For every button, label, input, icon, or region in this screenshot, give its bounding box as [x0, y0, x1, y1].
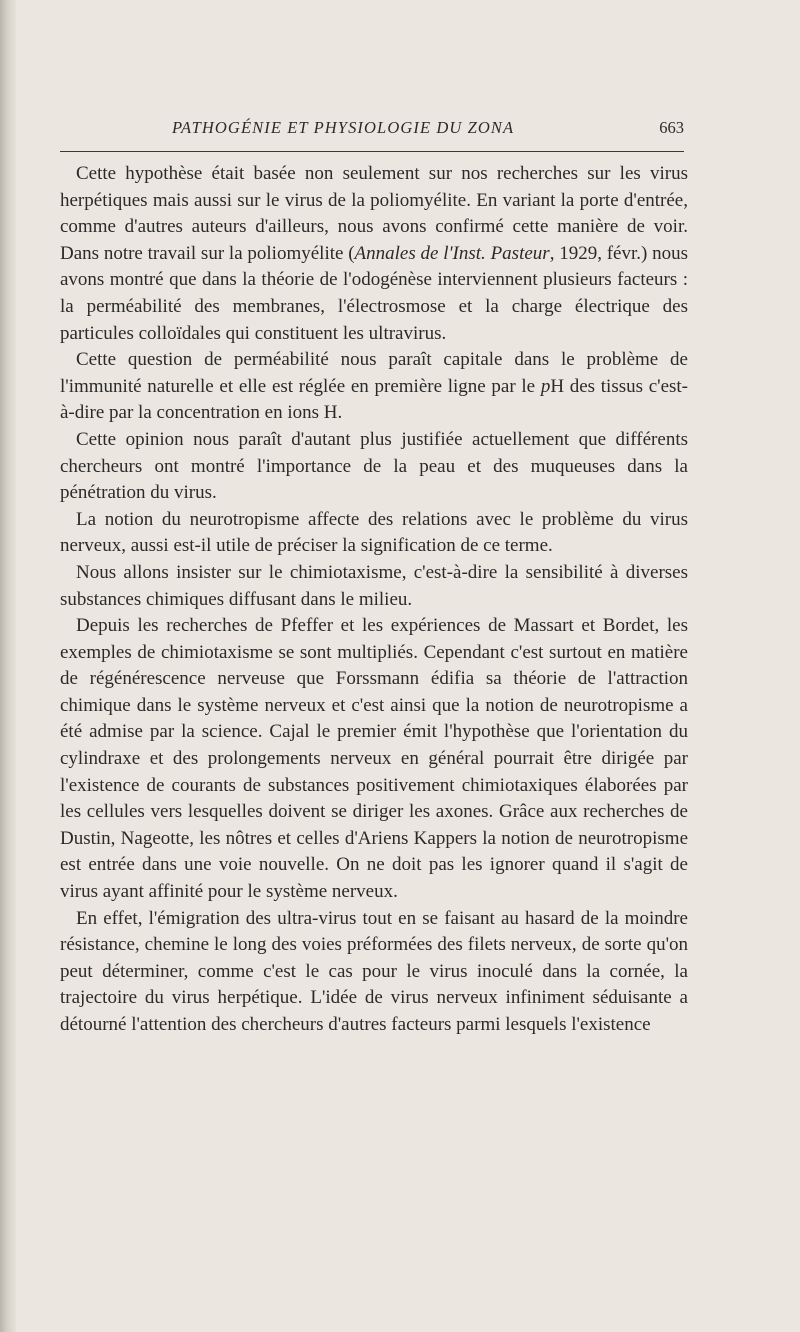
paragraph-neurotropism [60, 507, 688, 560]
citation-journal: Annales de l'Inst. Pasteur [354, 242, 550, 264]
paragraph-opinion [60, 427, 688, 507]
paragraph-text: H des tissus c'est-à-dire par la concentration en ions H. [60, 375, 689, 424]
paragraph-text: Nous allons insister sur le chimiotaxisme, c'est-à-dire la sensibilité à diverses substances chimiques diffusant dans le milieu. [60, 561, 688, 610]
paragraph-text: Cette hypothèse était basée non seulement sur nos recherches sur les virus herpétiques mais aussi sur le virus de la poliomyélite. En variant la porte d'entrée, comme d'autres auteurs d'ailleurs, nous avons confirmé cette manière de voir. Dans notre travail sur la poliomyélite ( [60, 163, 688, 264]
running-header [60, 116, 684, 140]
paragraph-text: La notion du neurotropisme affecte des relations avec le problème du virus nerveux, aussi est-il utile de préciser la signification de ce terme. [60, 508, 688, 557]
paragraph-research-history [60, 613, 688, 906]
running-title: PATHOGÉNIE ET PHYSIOLOGIE DU ZONA [172, 118, 515, 137]
paragraph-text: Cette question de perméabilité nous paraît capitale dans le problème de l'immunité naturelle et elle est réglée en première ligne par le [60, 349, 688, 397]
paragraph-text: Depuis les recherches de Pfeffer et les expériences de Massart et Bordet, les exemples de chimiotaxisme se sont multipliés. Cependant c'est surtout en matière de régénérescence nerveuse que Forssmann édifia sa théorie de l'attraction chimique dans le système nerveux et c'est ainsi que la notion de neurotropisme a été admise par la science. Cajal le premier émit l'hypothèse que l'orientation du cylindraxe et des prolongements nerveux en général pourrait être dirigée par l'existence de courants de substances positivement chimiotaxiques élaborées par les cellules vers lesquelles doivent se diriger les axones. Grâce aux recherches de Dustin, Nageotte, les nôtres et celles d'Ariens Kappers la notion de neurotropisme est entrée dans une voie nouvelle. On ne doit pas les ignorer quand il s'agit de virus ayant affinité pour le système nerveux. [60, 615, 688, 903]
paragraph-permeability [60, 347, 688, 427]
paragraph-hypothesis [60, 161, 688, 347]
book-page [60, 0, 688, 1332]
paragraph-emigration [60, 906, 688, 1039]
body-text [60, 161, 688, 1039]
paragraph-text: , 1929, févr.) nous avons montré que dans la théorie de l'odogénèse interviennent plusieurs facteurs : la perméabilité des membranes, l'électrosmose et la charge électrique des particules colloïdales qui constituent les ultravirus. [60, 242, 689, 344]
paragraph-text: En effet, l'émigration des ultra-virus tout en se faisant au hasard de la moindre résistance, chemine le long des voies préformées des filets nerveux, de sorte qu'on peut déterminer, comme c'est le cas pour le virus inoculé dans la cornée, la trajectoire du virus herpétique. L'idée de virus nerveux infiniment séduisante a détourné l'attention des chercheurs d'autres facteurs parmi lesquels l'existence [60, 907, 688, 1035]
ph-symbol: p [540, 375, 551, 397]
header-rule [60, 151, 684, 152]
binding-gutter-shadow [0, 0, 16, 1332]
paragraph-chemotaxis [60, 560, 688, 613]
paragraph-text: Cette opinion nous paraît d'autant plus justifiée actuellement que différents chercheurs ont montré l'importance de la peau et des muqueuses dans la pénétration du virus. [60, 428, 688, 504]
page-number: 663 [659, 118, 684, 137]
